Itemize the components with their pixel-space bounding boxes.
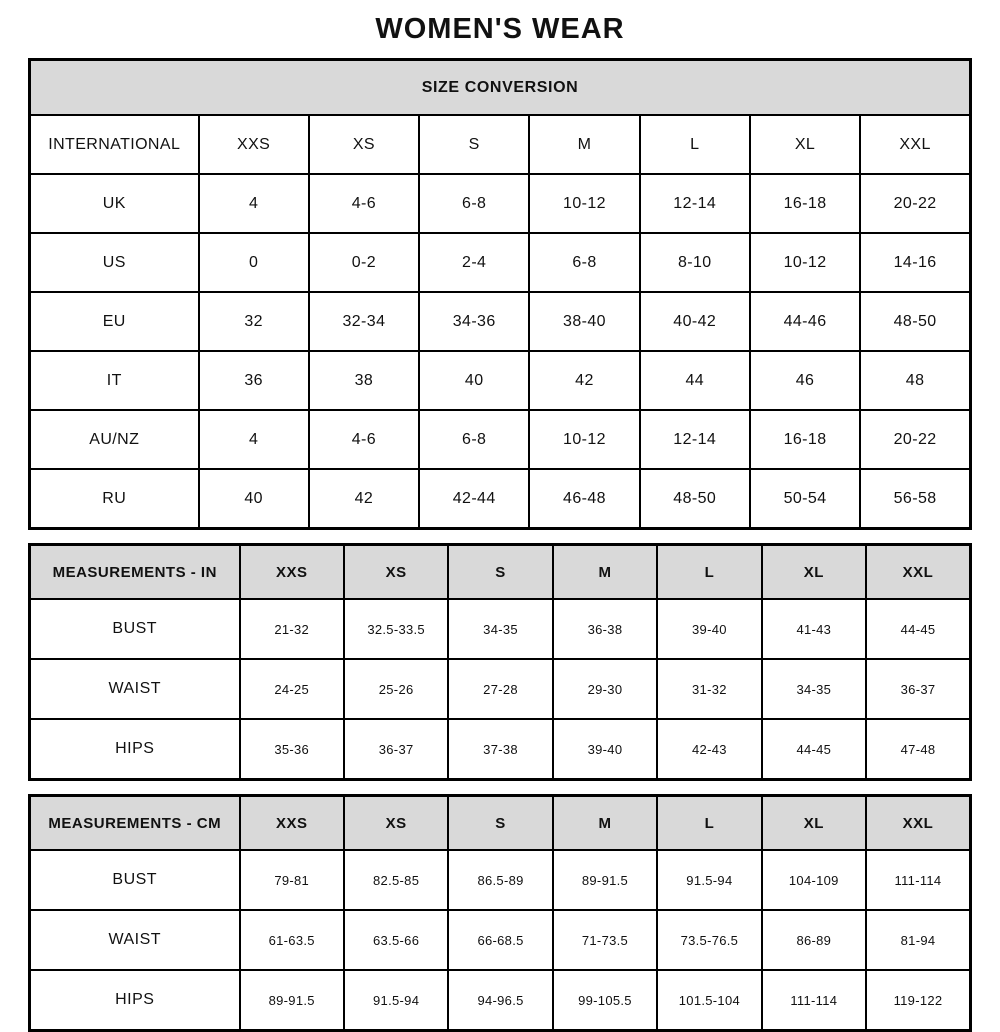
table-cell: 0-2: [309, 233, 419, 292]
col-header-s: S: [448, 796, 552, 851]
table-cell: 41-43: [762, 599, 866, 659]
table-cell: 40: [199, 469, 309, 529]
table-cell: 36-37: [866, 659, 970, 719]
row-label-waist: WAIST: [30, 910, 240, 970]
column-header-row: [30, 115, 971, 174]
table-row-it: [30, 351, 971, 410]
row-label-uk: UK: [30, 174, 199, 233]
col-header-m: M: [553, 545, 657, 600]
table-cell: 21-32: [240, 599, 344, 659]
table-cell: 40: [419, 351, 529, 410]
table-cell: 40-42: [640, 292, 750, 351]
table-cell: 34-35: [762, 659, 866, 719]
table-cell: 86.5-89: [448, 850, 552, 910]
table-cell: 34-35: [448, 599, 552, 659]
table-cell: 32: [199, 292, 309, 351]
col-header-s: S: [448, 545, 552, 600]
table-cell: 24-25: [240, 659, 344, 719]
col-header-l: L: [657, 545, 761, 600]
page-title: WOMEN'S WEAR: [375, 13, 625, 45]
table-cell: 20-22: [860, 410, 970, 469]
table-cell: 36-38: [553, 599, 657, 659]
table-cell: 4-6: [309, 410, 419, 469]
table-cell: 16-18: [750, 410, 860, 469]
table-cell: 38: [309, 351, 419, 410]
table-cell: 10-12: [750, 233, 860, 292]
table-cell: 14-16: [860, 233, 970, 292]
table-cell: 32-34: [309, 292, 419, 351]
col-header-l: L: [657, 796, 761, 851]
col-header-xxs: XXS: [240, 796, 344, 851]
table-cell: 66-68.5: [448, 910, 552, 970]
col-header-xl: XL: [762, 796, 866, 851]
table-row-aunz: [30, 410, 971, 469]
table-row-bust: [30, 850, 971, 910]
table-cell: 44: [640, 351, 750, 410]
table-title-measurements-cm: MEASUREMENTS - CM: [30, 796, 240, 851]
size-conversion-table: [28, 58, 972, 530]
table-cell: 29-30: [553, 659, 657, 719]
table-title-row: [30, 60, 971, 116]
col-header-xxl: XXL: [860, 115, 970, 174]
table-cell: 6-8: [419, 174, 529, 233]
col-header-xl: XL: [762, 545, 866, 600]
table-row-hips: [30, 719, 971, 780]
table-cell: 8-10: [640, 233, 750, 292]
table-row-eu: [30, 292, 971, 351]
row-label-hips: HIPS: [30, 970, 240, 1031]
table-cell: 48-50: [860, 292, 970, 351]
row-label-ru: RU: [30, 469, 199, 529]
table-cell: 104-109: [762, 850, 866, 910]
table-cell: 79-81: [240, 850, 344, 910]
table-row-bust: [30, 599, 971, 659]
col-header-xxl: XXL: [866, 796, 970, 851]
table-cell: 2-4: [419, 233, 529, 292]
table-cell: 99-105.5: [553, 970, 657, 1031]
table-cell: 6-8: [529, 233, 639, 292]
table-row-hips: [30, 970, 971, 1031]
table-cell: 46: [750, 351, 860, 410]
table-cell: 48-50: [640, 469, 750, 529]
table-cell: 46-48: [529, 469, 639, 529]
table-cell: 44-46: [750, 292, 860, 351]
row-label-waist: WAIST: [30, 659, 240, 719]
table-cell: 82.5-85: [344, 850, 448, 910]
table-row-waist: [30, 910, 971, 970]
row-label-aunz: AU/NZ: [30, 410, 199, 469]
table-cell: 10-12: [529, 174, 639, 233]
table-cell: 36: [199, 351, 309, 410]
table-cell: 89-91.5: [553, 850, 657, 910]
row-label-hips: HIPS: [30, 719, 240, 780]
table-cell: 12-14: [640, 174, 750, 233]
row-label-us: US: [30, 233, 199, 292]
table-cell: 4-6: [309, 174, 419, 233]
col-header-s: S: [419, 115, 529, 174]
table-title-measurements-in: MEASUREMENTS - IN: [30, 545, 240, 600]
table-cell: 101.5-104: [657, 970, 761, 1031]
col-header-l: L: [640, 115, 750, 174]
column-header-row: [30, 796, 971, 851]
row-label-it: IT: [30, 351, 199, 410]
table-cell: 48: [860, 351, 970, 410]
row-label-bust: BUST: [30, 850, 240, 910]
table-cell: 4: [199, 174, 309, 233]
table-cell: 20-22: [860, 174, 970, 233]
col-header-xl: XL: [750, 115, 860, 174]
table-cell: 73.5-76.5: [657, 910, 761, 970]
table-cell: 94-96.5: [448, 970, 552, 1031]
table-row-waist: [30, 659, 971, 719]
table-cell: 38-40: [529, 292, 639, 351]
table-cell: 32.5-33.5: [344, 599, 448, 659]
table-cell: 42-44: [419, 469, 529, 529]
table-cell: 63.5-66: [344, 910, 448, 970]
table-cell: 0: [199, 233, 309, 292]
col-header-international: INTERNATIONAL: [30, 115, 199, 174]
table-cell: 16-18: [750, 174, 860, 233]
table-cell: 12-14: [640, 410, 750, 469]
table-cell: 35-36: [240, 719, 344, 780]
table-cell: 89-91.5: [240, 970, 344, 1031]
row-label-eu: EU: [30, 292, 199, 351]
table-cell: 61-63.5: [240, 910, 344, 970]
table-cell: 42: [529, 351, 639, 410]
table-cell: 4: [199, 410, 309, 469]
table-cell: 86-89: [762, 910, 866, 970]
table-row-us: [30, 233, 971, 292]
table-cell: 42: [309, 469, 419, 529]
col-header-m: M: [529, 115, 639, 174]
table-cell: 6-8: [419, 410, 529, 469]
col-header-xs: XS: [344, 545, 448, 600]
table-cell: 31-32: [657, 659, 761, 719]
col-header-m: M: [553, 796, 657, 851]
table-cell: 91.5-94: [657, 850, 761, 910]
table-cell: 44-45: [866, 599, 970, 659]
table-cell: 36-37: [344, 719, 448, 780]
table-cell: 37-38: [448, 719, 552, 780]
table-cell: 56-58: [860, 469, 970, 529]
table-cell: 34-36: [419, 292, 529, 351]
col-header-xxl: XXL: [866, 545, 970, 600]
table-cell: 111-114: [762, 970, 866, 1031]
table-title: SIZE CONVERSION: [30, 60, 971, 116]
table-cell: 44-45: [762, 719, 866, 780]
table-cell: 119-122: [866, 970, 970, 1031]
table-cell: 10-12: [529, 410, 639, 469]
column-header-row: [30, 545, 971, 600]
table-cell: 42-43: [657, 719, 761, 780]
table-cell: 111-114: [866, 850, 970, 910]
table-cell: 91.5-94: [344, 970, 448, 1031]
table-cell: 81-94: [866, 910, 970, 970]
table-cell: 50-54: [750, 469, 860, 529]
row-label-bust: BUST: [30, 599, 240, 659]
col-header-xs: XS: [309, 115, 419, 174]
table-cell: 27-28: [448, 659, 552, 719]
table-row-ru: [30, 469, 971, 529]
col-header-xxs: XXS: [199, 115, 309, 174]
table-cell: 47-48: [866, 719, 970, 780]
table-cell: 25-26: [344, 659, 448, 719]
measurements-cm-table: [28, 794, 972, 1032]
table-cell: 39-40: [657, 599, 761, 659]
table-cell: 71-73.5: [553, 910, 657, 970]
col-header-xs: XS: [344, 796, 448, 851]
measurements-in-table: [28, 543, 972, 781]
table-cell: 39-40: [553, 719, 657, 780]
col-header-xxs: XXS: [240, 545, 344, 600]
table-row-uk: [30, 174, 971, 233]
